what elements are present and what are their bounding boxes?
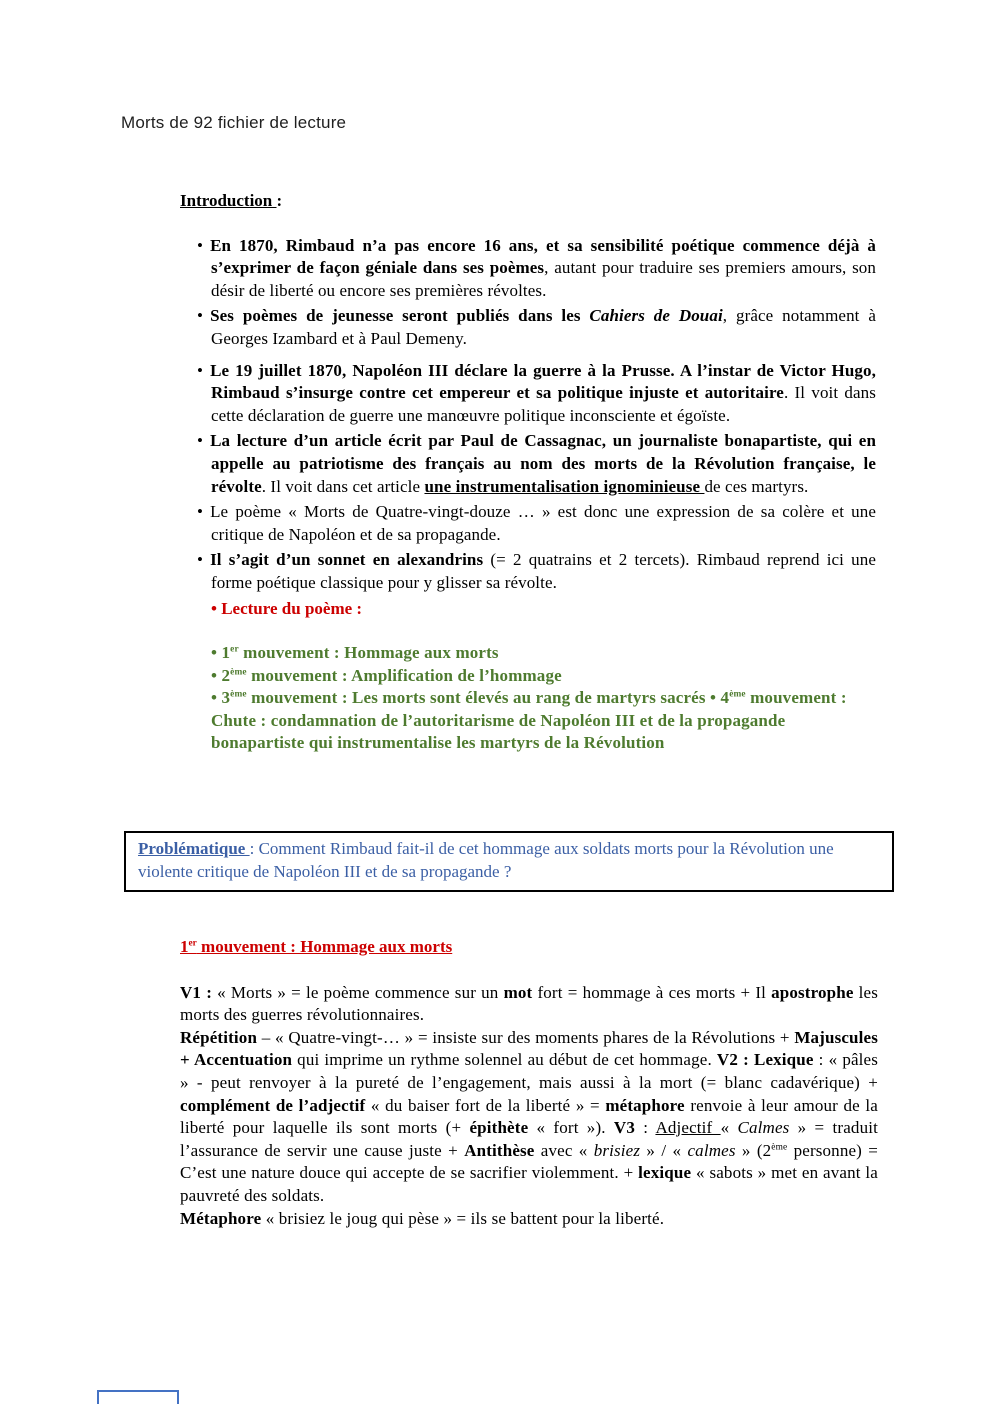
bullet-glyph: •	[197, 431, 204, 451]
intro-bullet-6-text: Il s’agit d’un sonnet en alexandrins (= 2 quatrains et 2 tercets). Rimbaud reprend ici une forme poétique classique pour y glisser sa révolte.	[210, 550, 876, 592]
analysis-paragraph-2: Répétition – « Quatre-vingt-… » = insiste sur des moments phares de la Révolutions + Majuscules + Accentuation qui imprime un rythme solennel au début de cet hommage. V2 : Lexique : « pâles » - peut renvoyer à la pureté de l’engagement, mais aussi à la mort (= blanc cadavérique) + complément de l’adjectif « du baiser fort de la liberté » = métaphore renvoie à leur amour de la liberté pour laquelle ils sont morts (+ épithète « fort »). V3 : Adjectif « Calmes » = traduit l’assurance de servir une cause juste + Antithèse avec « brisiez » / « calmes » (2ème personne) = C’est une nature douce qui accepte de se sacrifier violemment. + lexique « sabots » met en avant la pauvreté des soldats.	[180, 1027, 879, 1205]
introduction-heading-text: Introduction	[180, 191, 277, 210]
problematique-text: : Comment Rimbaud fait-il de cet hommage aux soldats morts pour la Révolution une violente critique de Napoléon III et de sa propagande ?	[138, 839, 834, 881]
analysis-paragraph-1: V1 : « Morts » = le poème commence sur un mot fort = hommage à ces morts + Il apostrophe les morts des guerres révolutionnaires.	[180, 982, 879, 1025]
intro-bullet-3-text: Le 19 juillet 1870, Napoléon III déclare la guerre à la Prusse. A l’instar de Victor Hugo, Rimbaud s’insurge contre cet empereur et sa politique injuste et autoritaire. Il voit dans cette déclaration de guerre une manœuvre politique inconsciente et égoïste.	[210, 360, 876, 425]
lecture-du-poeme-heading: • Lecture du poème :	[211, 598, 363, 618]
analysis-paragraph-3: Métaphore « brisiez le joug qui pèse » = ils se battent pour la liberté.	[180, 1208, 665, 1228]
intro-bullet-4	[180, 430, 876, 498]
bullet-glyph: •	[197, 235, 204, 255]
bullet-glyph: •	[197, 550, 204, 570]
intro-bullet-4-text: La lecture d’un article écrit par Paul de Cassagnac, un journaliste bonapartiste, qui en appelle au patriotisme des français au nom des morts de la Révolution française, le révolte. Il voit dans cet article une instrumentalisation ignominieuse de ces martyrs.	[210, 431, 876, 496]
intro-bullet-2	[180, 305, 876, 350]
intro-bullet-5-text: Le poème « Morts de Quatre-vingt-douze … » est donc une expression de sa colère et une critique de Napoléon et de sa propagande.	[210, 502, 876, 544]
bullet-glyph: •	[197, 306, 204, 326]
intro-bullet-6	[180, 549, 876, 594]
intro-bullet-1	[180, 235, 876, 303]
problematique-label: Problématique	[138, 839, 250, 858]
problematique-box	[124, 831, 894, 892]
movement-1-item: • 1er mouvement : Hommage aux morts	[211, 643, 499, 663]
bullet-glyph: •	[197, 360, 204, 380]
intro-bullet-3	[180, 360, 876, 428]
bullet-glyph: •	[197, 502, 204, 522]
introduction-section	[180, 190, 876, 755]
movement-2-item: • 2ème mouvement : Amplification de l’hommage	[211, 665, 562, 685]
next-page-cutoff-box	[97, 1390, 179, 1404]
introduction-heading	[180, 190, 876, 213]
document-title: Morts de 92 fichier de lecture	[121, 113, 347, 132]
first-movement-heading: 1er mouvement : Hommage aux morts	[180, 937, 453, 956]
introduction-heading-colon: :	[276, 191, 283, 210]
movement-3-4-item: • 3ème mouvement : Les morts sont élevés au rang de martyrs sacrés • 4ème mouvement : Chute : condamnation de l’autoritarisme de Napoléon III et de la propagande bonapartiste qui instrumentalise les martyrs de la Révolution	[211, 688, 847, 753]
first-movement-section	[180, 936, 878, 1230]
intro-bullet-5	[180, 501, 876, 546]
intro-bullet-1-text: En 1870, Rimbaud n’a pas encore 16 ans, et sa sensibilité poétique commence déjà à s’exprimer de façon géniale dans ses poèmes, autant pour traduire ses premiers amours, son désir de liberté ou encore ses premières révoltes.	[210, 235, 876, 300]
intro-bullet-2-text: Ses poèmes de jeunesse seront publiés dans les Cahiers de Douai, grâce notamment à Georges Izambard et à Paul Demeny.	[210, 306, 876, 348]
